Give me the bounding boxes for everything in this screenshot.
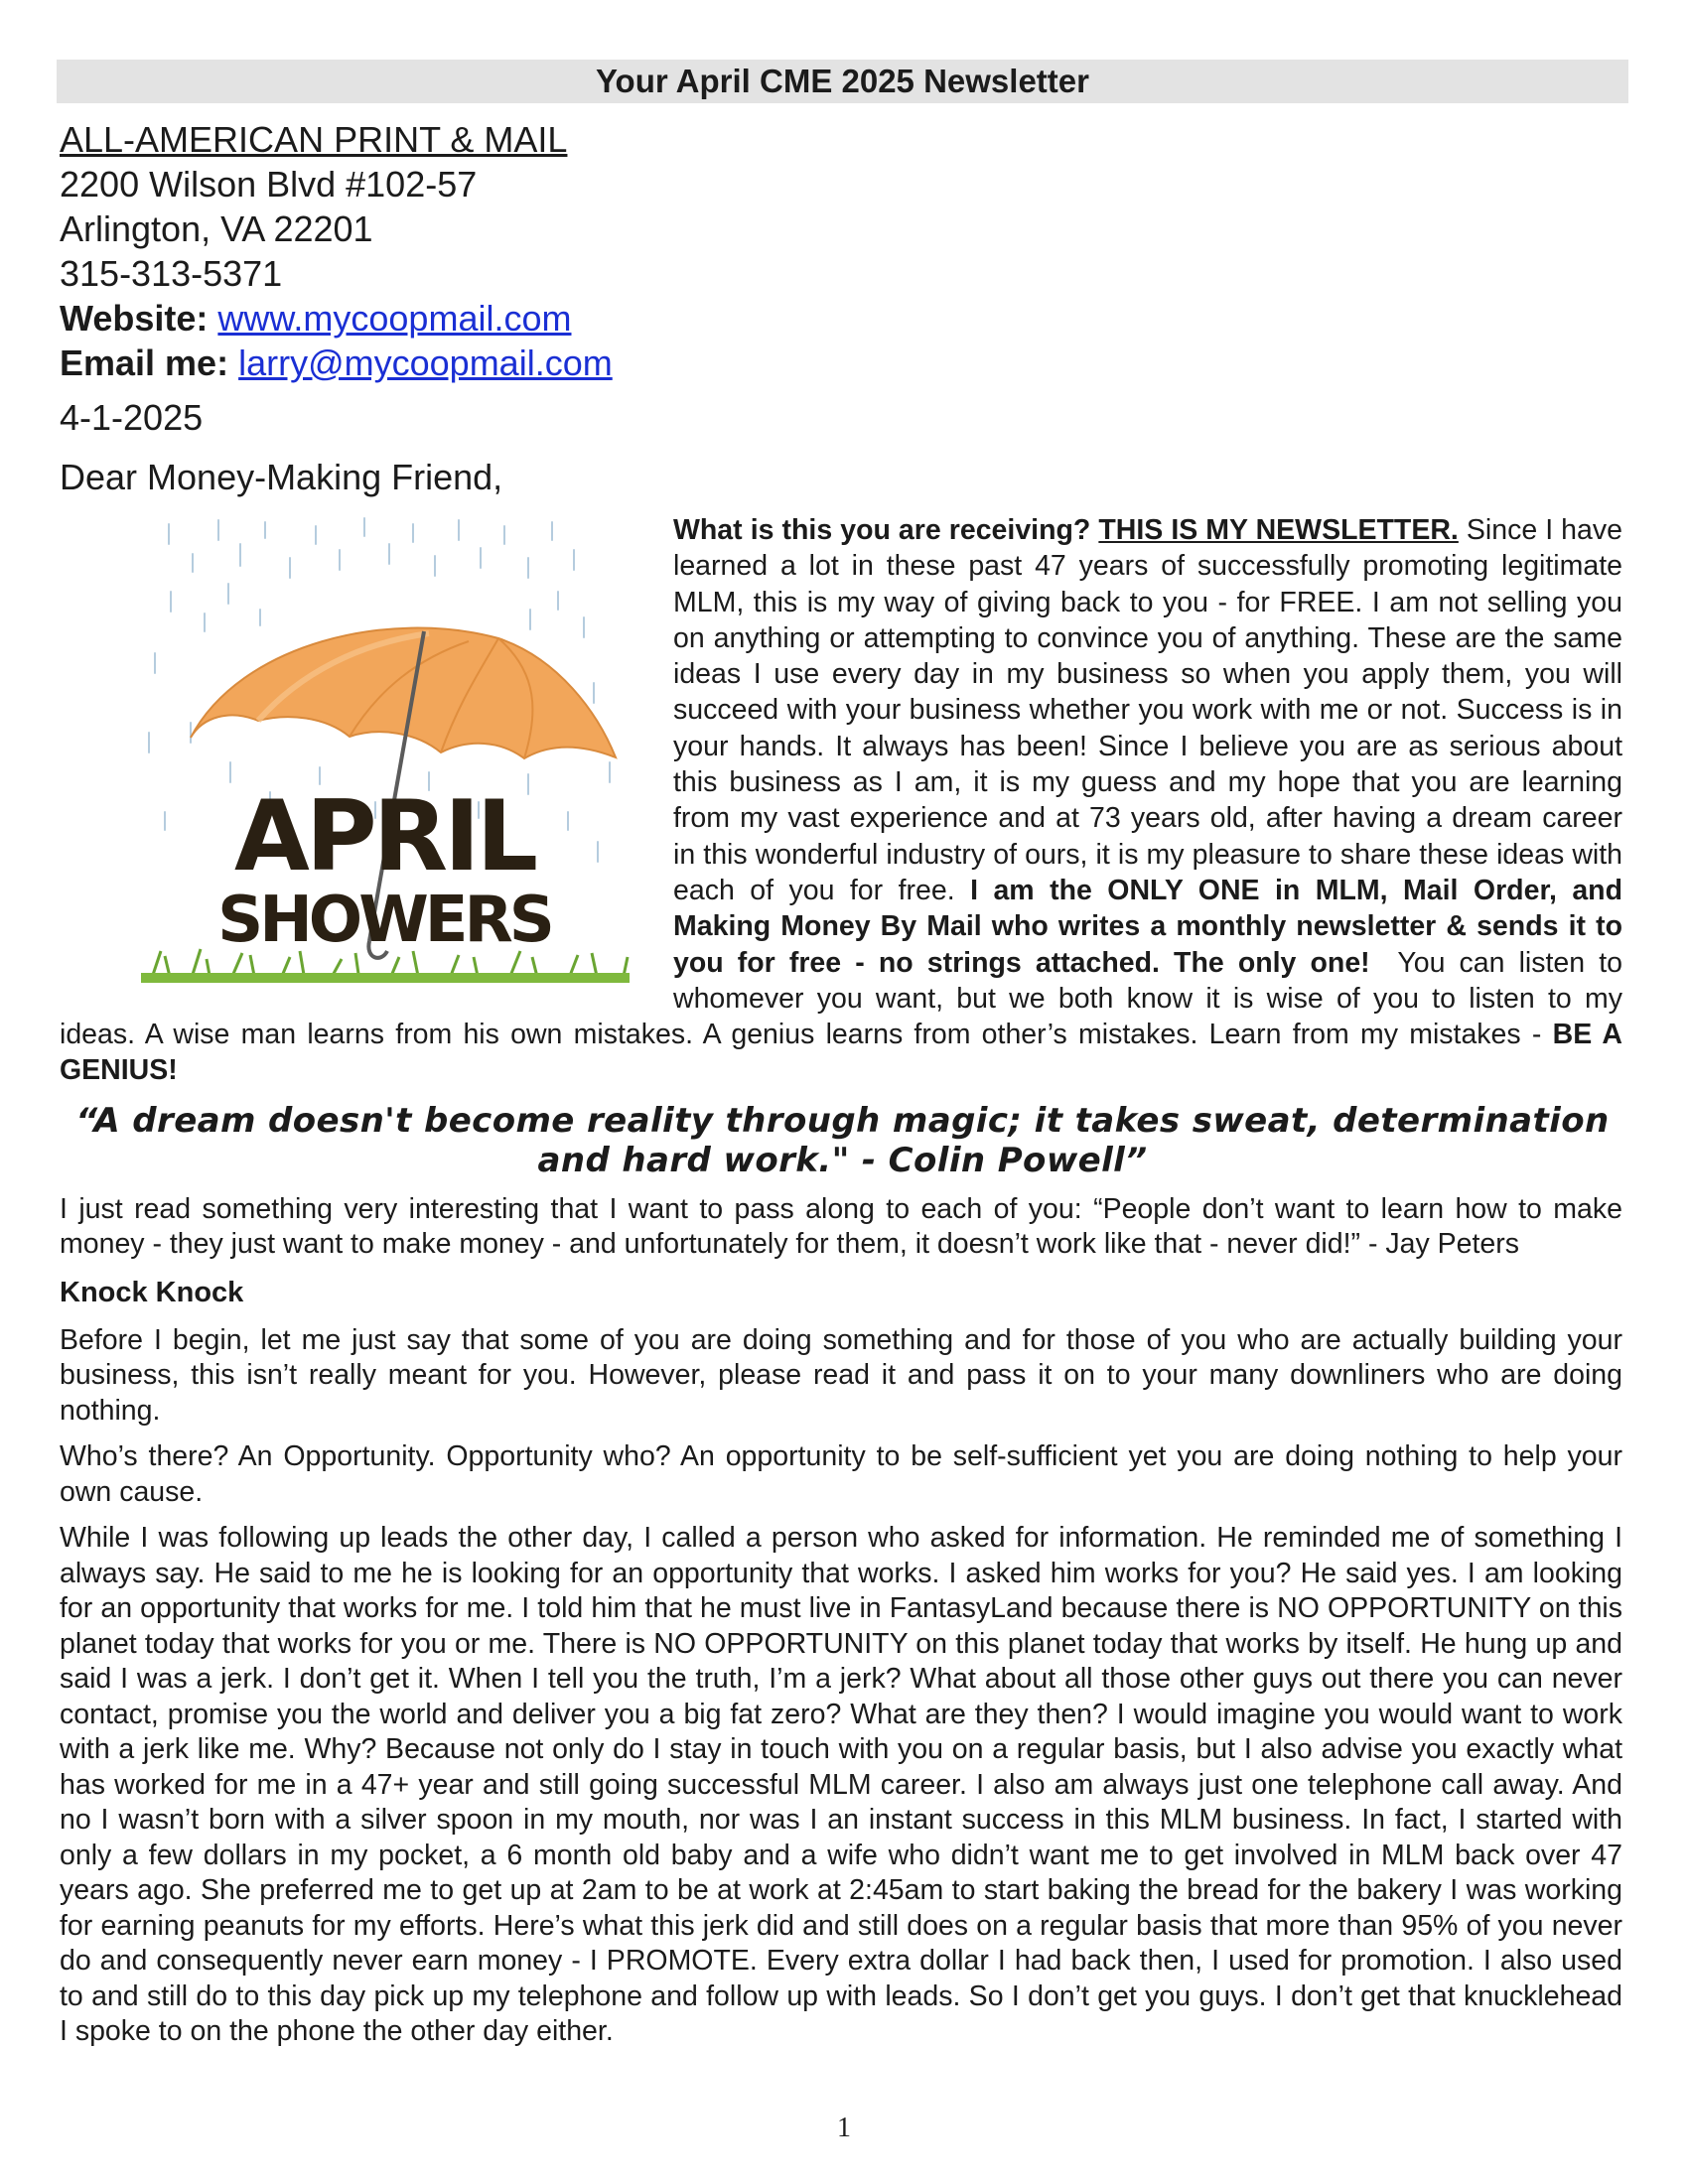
artwork-line1: APRIL [233,780,535,893]
email-label: Email me: [60,342,229,383]
paragraph-following-leads: While I was following up leads the other day, I called a person who asked for information. He reminded me of something I always say. He said to me he is looking for an opportunity that works. I asked him works for you? He said yes. I am looking for an opportunity that works for me. I told him that he must live in FantasyLand because there is NO OPPORTUNITY on this planet today that works for you or me. There is NO OPPORTUNITY on this planet today that works by itself. He hung up and said I was a jerk. I don’t get it. When I tell you the truth, I’m a jerk? What about all those other guys out there you can never contact, promise you the world and deliver you a big fat zero? What are they then? I would imagine you would want to work with a jerk like me. Why? Because not only do I stay in touch with you on a regular basis, but I also advise you exactly what has worked for me in a 47+ year and still going successful MLM career. I also am always just one telephone call away. And no I wasn’t born with a silver spoon in my mouth, nor was I an instant success in this MLM business. In fact, I started with only a few dollars in my pocket, a 6 month old baby and a wife who didn’t want me to get involved in MLM back over 47 years ago. She preferred me to get up at 2am to be at work at 2:45am to start baking the bread for the bakery I was working for earning peanuts for my efforts. Here’s what this jerk did and still does on a regular basis that more than 95% of you never do and consequently never earn money - I PROMOTE. Every extra dollar I had back then, I used for promotion. I also used to and still do to this day pick up my telephone and follow up with leads. So I don’t get you guys. I don’t get that knucklehead I spoke to on the phone the other day either. [60,1522,1622,2048]
letter-date: 4-1-2025 [60,397,204,438]
company-name: ALL-AMERICAN PRINT & MAIL [60,119,568,160]
intro-tail: You can listen to whomever you want, but we both know it is wise of you to listen to my ideas. A wise man learns from his own mistakes. A genius learns from other’s mistakes. Learn from my mistakes - [60,946,1622,1051]
intro-body: Since I have learned a lot in these past 47 years of successfully promoting legitimate MLM, this is my way of giving back to you - for FREE. I am not selling you on anything or attempting to convince you of anything. These are the same ideas I use every day in my business so when you apply them, you will succeed with your business whether you work with me or not. Success is in your hands. It always has been! Since I believe you are as serious about this business as I am, it is my guess and my hope that you are learning from my vast experience and at 73 years old, after having a dream career in this wonderful industry of ours, it is my pleasure to share these ideas with each of you for free. [673,514,1622,906]
website-link[interactable]: www.mycoopmail.com [217,298,572,339]
newsletter-page [57,60,1628,2061]
email-link[interactable]: larry@mycoopmail.com [238,342,613,383]
paragraph-before-begin: Before I begin, let me just say that some of you are doing something and for those of you who are actually building your business, this isn’t really meant for you. However, please read it and pass it on to your many downliners who are doing nothing. [60,1323,1622,1427]
section-heading: Knock Knock [60,1276,244,1308]
page-number: 1 [837,2113,851,2143]
greeting: Dear Money-Making Friend, [60,457,503,497]
city-state-zip: Arlington, VA 22201 [60,208,373,249]
website-label: Website: [60,298,209,339]
intro-tail-bold: BE A GENIUS! [60,1019,1622,1087]
email-line [60,341,1628,385]
umbrella-icon [131,514,637,986]
artwork-line2: SHOWERS [217,884,551,957]
featured-quote: “A dream doesn't become reality through magic; it takes sweat, determination and hard work." - Colin Powell” [75,1100,1610,1180]
paragraph-jay-peters: I just read something very interesting that I want to pass along to each of you: “People don’t want to learn how to make money - they just want to make money - and unfortunately for them, it doesn’t work like that - never did!” - Jay Peters [60,1192,1622,1261]
intro-bold-claim: I am the ONLY ONE in MLM, Mail Order, and Making Money By Mail who writes a monthly newsletter & sends it to you for free - no strings attached. The only one! [673,874,1622,979]
website-line [60,296,1628,341]
paragraph-whos-there: Who’s there? An Opportunity. Opportunity who? An opportunity to be self-sufficient yet you are doing nothing to help your own cause. [60,1440,1622,1508]
april-showers-artwork [131,514,637,986]
intro-paragraph [57,512,1628,1089]
address-block [57,117,1628,385]
phone-number: 315-313-5371 [60,253,283,294]
intro-lead: What is this you are receiving? [673,514,1091,546]
intro-lead-underlined: THIS IS MY NEWSLETTER. [1098,514,1459,546]
street-address: 2200 Wilson Blvd #102-57 [60,164,478,205]
newsletter-title: Your April CME 2025 Newsletter [57,60,1628,103]
